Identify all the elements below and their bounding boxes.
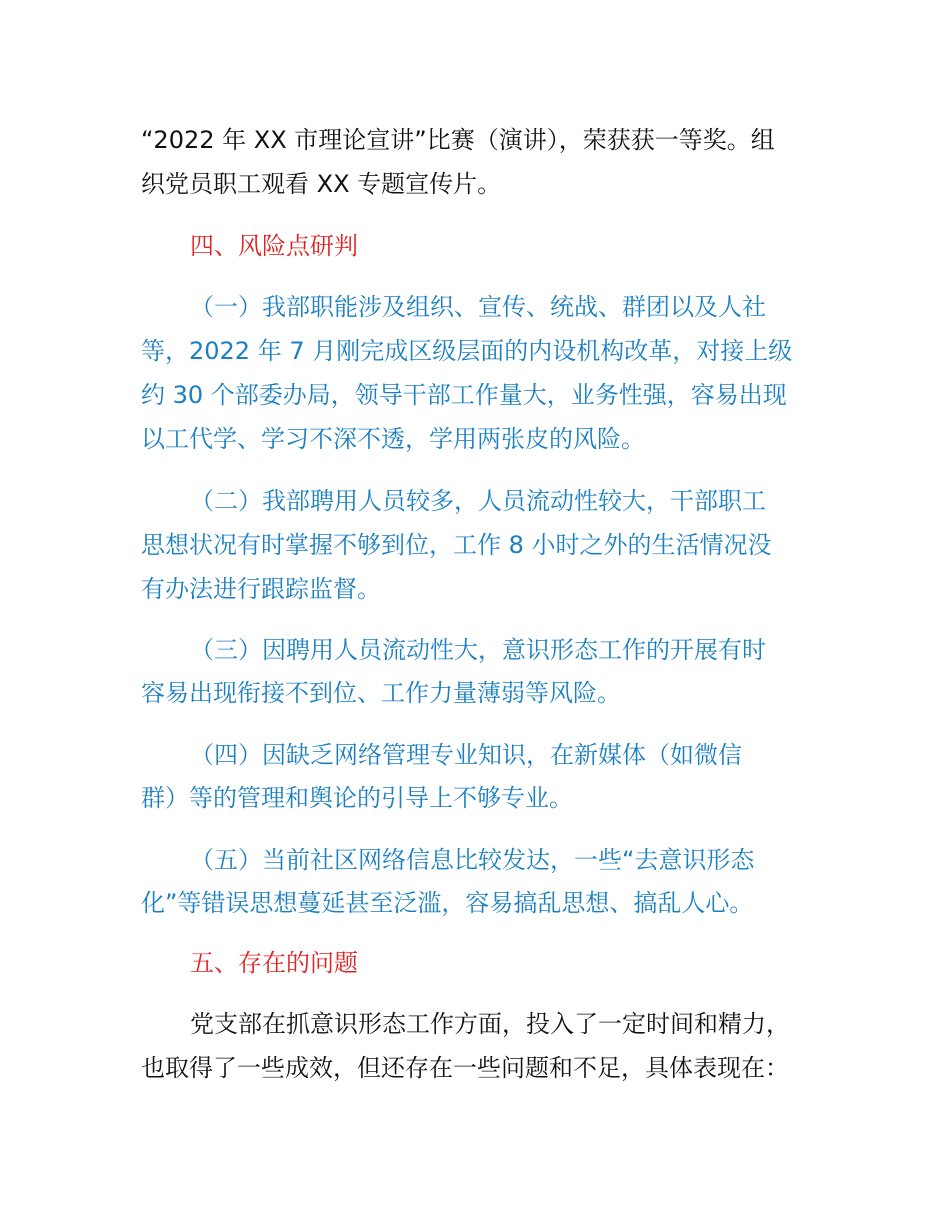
risk-item-2-line-1: （二）我部聘用人员较多，人员流动性较大，干部职工 — [190, 487, 766, 515]
risk-item-2-line-2: 思想状况有时掌握不够到位，工作 8 小时之外的生活情况没 — [141, 531, 772, 559]
intro-line-2: 织党员职工观看 XX 专题宣传片。 — [141, 170, 502, 198]
section-four-heading: 四、风险点研判 — [190, 232, 358, 260]
risk-item-5-line-1: （五）当前社区网络信息比较发达，一些“去意识形态 — [190, 846, 755, 874]
problems-line-1: 党支部在抓意识形态工作方面，投入了一定时间和精力， — [190, 1010, 790, 1038]
problems-line-2: 也取得了一些成效，但还存在一些问题和不足，具体表现在： — [141, 1054, 789, 1082]
intro-line-1: “2022 年 XX 市理论宣讲”比赛（演讲），荣获获一等奖。组 — [141, 126, 775, 154]
risk-item-1-line-2: 等，2022 年 7 月刚完成区级层面的内设机构改革，对接上级 — [141, 337, 793, 365]
section-five-heading: 五、存在的问题 — [190, 949, 358, 977]
risk-item-1-line-4: 以工代学、学习不深不透，学用两张皮的风险。 — [141, 425, 645, 453]
risk-item-5-line-2: 化”等错误思想蔓延甚至泛滥，容易搞乱思想、搞乱人心。 — [141, 889, 754, 917]
risk-item-1-line-3: 约 30 个部委办局，领导干部工作量大，业务性强，容易出现 — [141, 381, 787, 409]
risk-item-3-line-1: （三）因聘用人员流动性大，意识形态工作的开展有时 — [190, 636, 766, 664]
risk-item-4-line-1: （四）因缺乏网络管理专业知识，在新媒体（如微信 — [190, 741, 742, 769]
risk-item-2-line-3: 有办法进行跟踪监督。 — [141, 575, 381, 603]
risk-item-4-line-2: 群）等的管理和舆论的引导上不够专业。 — [141, 784, 573, 812]
risk-item-1-line-1: （一）我部职能涉及组织、宣传、统战、群团以及人社 — [190, 293, 766, 321]
risk-item-3-line-2: 容易出现衔接不到位、工作力量薄弱等风险。 — [141, 679, 621, 707]
